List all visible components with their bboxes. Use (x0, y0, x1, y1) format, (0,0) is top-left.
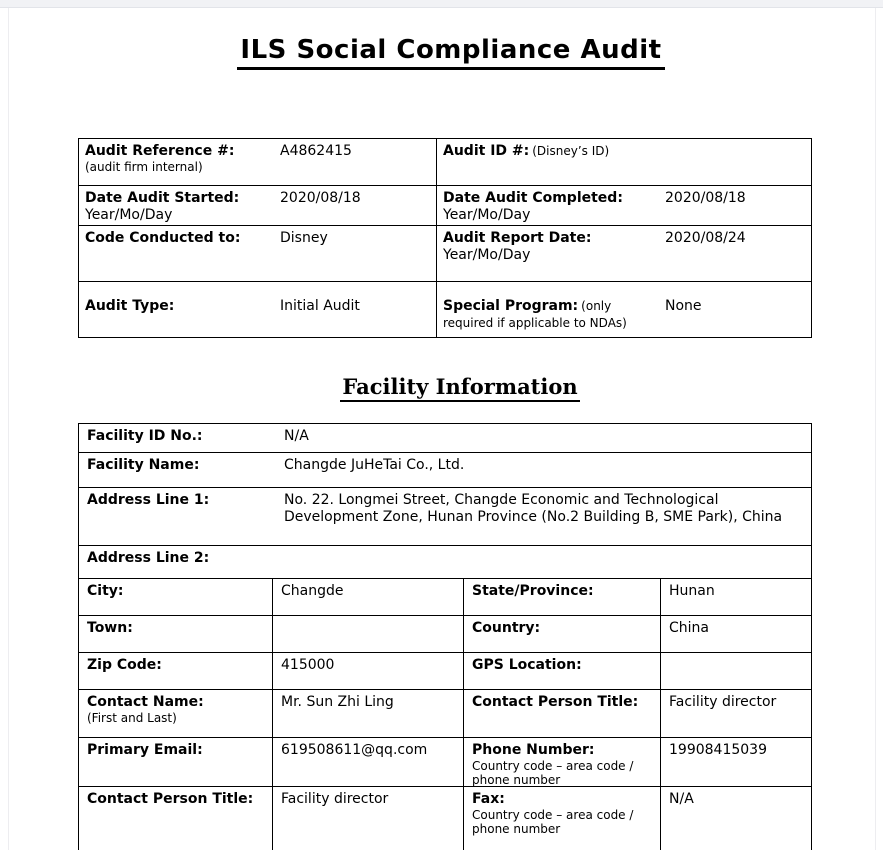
special-program-value: None (665, 298, 702, 314)
address-line1-label: Address Line 1: (87, 492, 210, 508)
cell-gps-label (464, 653, 661, 689)
audit-id-note: (Disney’s ID) (532, 144, 610, 158)
table-row-town-country (79, 616, 811, 653)
report-date-value: 2020/08/24 (665, 230, 746, 246)
audit-reference-label-group (85, 143, 280, 174)
fax-label: Fax: (472, 791, 505, 807)
fax-note: Country code – area code / phone number (472, 808, 634, 836)
code-conducted-value: Disney (280, 230, 328, 246)
document-title-row (0, 28, 883, 70)
report-date-format-hint: Year/Mo/Day (443, 247, 531, 263)
cell-phone-label (464, 738, 661, 786)
audit-type-value: Initial Audit (280, 298, 360, 314)
table-row-audit-reference (79, 139, 811, 186)
facility-information-heading: Facility Information (340, 374, 579, 402)
cell-town-label (79, 616, 273, 652)
table-row-contact-name-title (79, 690, 811, 738)
country-value: China (669, 620, 709, 636)
page-title: ILS Social Compliance Audit (237, 35, 664, 70)
cell-country-label (464, 616, 661, 652)
special-program-note: (only required if applicable to NDAs) (443, 299, 627, 330)
address-line1-value: No. 22. Longmei Street, Changde Economic and Technological Development Zone, Hunan Province (No.2 Building B, SME Park), China (284, 492, 783, 525)
cell-date-completed (437, 186, 811, 225)
zip-code-label: Zip Code: (87, 657, 162, 673)
date-started-format-hint: Year/Mo/Day (85, 207, 173, 223)
cell-address-line2 (79, 546, 811, 578)
cell-audit-id (437, 139, 811, 185)
cell-zip-label (79, 653, 273, 689)
date-completed-value: 2020/08/18 (665, 190, 746, 206)
table-row-contact-title-fax (79, 787, 811, 850)
cell-facility-name (79, 453, 811, 487)
audit-summary-table (78, 138, 812, 338)
report-date-label: Audit Report Date: (443, 230, 592, 246)
fax-value: N/A (669, 791, 694, 807)
gps-location-label: GPS Location: (472, 657, 582, 673)
town-label: Town: (87, 620, 133, 636)
facility-name-value: Changde JuHeTai Co., Ltd. (284, 457, 465, 473)
table-row-facility-id (79, 424, 811, 453)
cell-date-started (79, 186, 437, 225)
audit-id-label: Audit ID #: (443, 143, 530, 159)
date-started-label-group (85, 190, 280, 224)
cell-primary-email-label (79, 738, 273, 786)
contact-person-title-label: Contact Person Title: (472, 694, 639, 710)
date-completed-label-group (443, 190, 665, 224)
audit-reference-note: (audit firm internal) (85, 160, 203, 174)
cell-contact-name-label (79, 690, 273, 737)
table-row-address-line1 (79, 488, 811, 546)
cell-address-line1 (79, 488, 811, 545)
date-started-label: Date Audit Started: (85, 190, 240, 206)
page-top-strip (0, 0, 883, 8)
state-value: Hunan (669, 583, 715, 599)
zip-code-value: 415000 (273, 653, 464, 689)
phone-number-note: Country code – area code / phone number (472, 759, 634, 787)
date-started-value: 2020/08/18 (280, 190, 361, 206)
table-row-email-phone (79, 738, 811, 787)
cell-facility-id (79, 424, 811, 452)
cell-code-conducted-to (79, 226, 437, 281)
contact-name-value: Mr. Sun Zhi Ling (273, 690, 464, 737)
facility-id-label: Facility ID No.: (87, 428, 203, 444)
primary-email-label: Primary Email: (87, 742, 203, 758)
contact-person-title-left-value: Facility director (273, 787, 464, 850)
table-row-zip-gps (79, 653, 811, 690)
facility-information-heading-row (0, 371, 883, 402)
cell-city-label (79, 579, 273, 615)
cell-report-date (437, 226, 811, 281)
city-value: Changde (273, 579, 464, 615)
city-label: City: (87, 583, 124, 599)
page-right-edge-line (875, 8, 876, 850)
town-value (273, 616, 464, 652)
contact-name-note: (First and Last) (87, 711, 177, 725)
table-row-audit-type (79, 282, 811, 337)
cell-fax-label (464, 787, 661, 850)
cell-contact-title-right-label (464, 690, 661, 737)
audit-id-label-group (443, 143, 609, 160)
cell-state-label (464, 579, 661, 615)
contact-person-title-value: Facility director (669, 694, 777, 710)
address-line2-label: Address Line 2: (87, 550, 210, 566)
cell-contact-title-left-label (79, 787, 273, 850)
audit-type-label-group (85, 298, 280, 315)
primary-email-value: 619508611@qq.com (273, 738, 464, 786)
special-program-label-group (443, 298, 665, 332)
phone-number-value: 19908415039 (669, 742, 767, 758)
page-left-edge-line (8, 8, 9, 850)
country-label: Country: (472, 620, 541, 636)
state-label: State/Province: (472, 583, 594, 599)
date-completed-format-hint: Year/Mo/Day (443, 207, 531, 223)
facility-information-table (78, 423, 812, 850)
code-conducted-label: Code Conducted to: (85, 230, 241, 246)
facility-name-label: Facility Name: (87, 457, 200, 473)
table-row-facility-name (79, 453, 811, 488)
phone-number-label: Phone Number: (472, 742, 595, 758)
table-row-city-state (79, 579, 811, 616)
audit-type-label: Audit Type: (85, 298, 175, 314)
cell-special-program (437, 282, 811, 337)
cell-audit-type (79, 282, 437, 337)
gps-location-value (661, 653, 811, 689)
cell-audit-reference (79, 139, 437, 185)
contact-name-label: Contact Name: (87, 694, 204, 710)
code-conducted-label-group (85, 230, 280, 247)
audit-reference-value: A4862415 (280, 143, 352, 159)
facility-id-value: N/A (284, 428, 309, 444)
table-row-code-report-date (79, 226, 811, 282)
table-row-address-line2 (79, 546, 811, 579)
report-date-label-group (443, 230, 665, 264)
date-completed-label: Date Audit Completed: (443, 190, 623, 206)
audit-reference-label: Audit Reference #: (85, 143, 235, 159)
special-program-label: Special Program: (443, 298, 579, 314)
contact-person-title-left-label: Contact Person Title: (87, 791, 254, 807)
table-row-audit-dates (79, 186, 811, 226)
